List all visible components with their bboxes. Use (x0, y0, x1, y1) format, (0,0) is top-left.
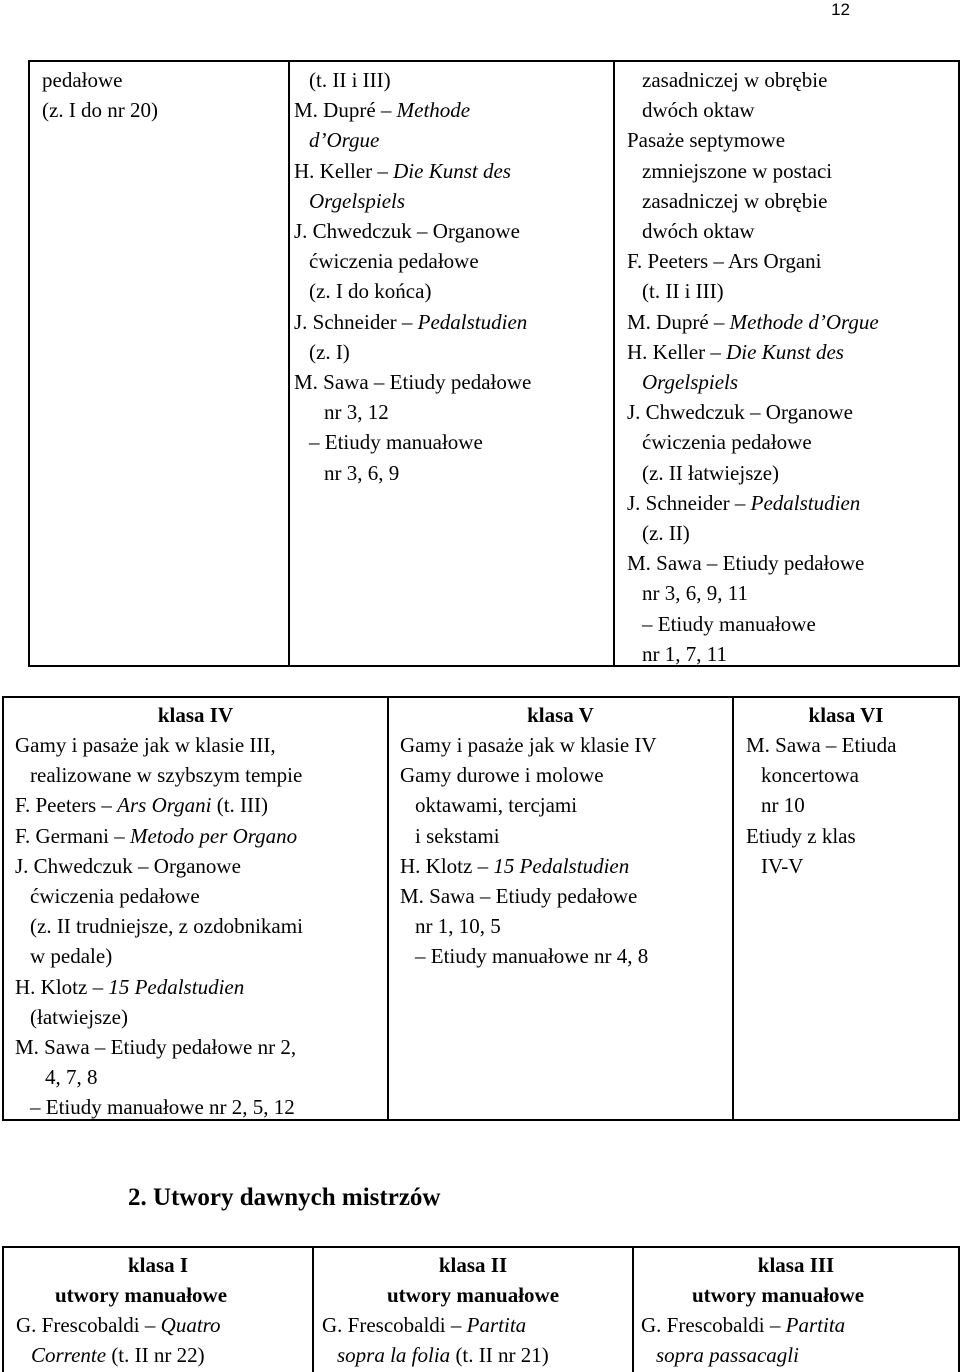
text-run: nr 10 (761, 793, 805, 818)
text-run: (t. II nr 21) (450, 1343, 549, 1368)
cell-line (627, 246, 955, 276)
cell-line (400, 730, 730, 760)
cell-line (294, 246, 609, 276)
cell-line (322, 1310, 630, 1340)
cell-line (400, 851, 730, 881)
text-run: F. Peeters – (15, 793, 118, 818)
cell-line (294, 307, 609, 337)
text-run: nr 1, 7, 11 (642, 641, 727, 666)
cell-line (627, 488, 955, 518)
text-run: H. Klotz – (400, 853, 494, 878)
text-run: koncertowa (761, 763, 859, 788)
text-run: H. Keller – (627, 339, 727, 364)
italic-title: Metodo per Organo (129, 823, 298, 848)
cell-line (641, 1310, 957, 1340)
cell-line (627, 609, 955, 639)
cell-line (627, 337, 955, 367)
cell-line (294, 216, 609, 246)
cell-line (746, 760, 956, 790)
bottom-table-col3 (641, 1310, 957, 1370)
cell-line (627, 276, 955, 306)
text-run: (t. II nr 22) (106, 1343, 205, 1368)
cell-line (627, 156, 955, 186)
subheader-utwory-manualowe: utwory manuałowe (386, 1283, 560, 1307)
italic-title: sopra passacagli (656, 1343, 799, 1368)
text-run: (z. II łatwiejsze) (642, 460, 780, 485)
cell-line (746, 790, 956, 820)
cell-line (400, 881, 730, 911)
middle-table (2, 696, 960, 1121)
cell-line (16, 1310, 310, 1340)
header-klasa-v: klasa V (527, 703, 594, 727)
top-table-col3 (627, 65, 955, 669)
text-run: ćwiczenia pedałowe (642, 430, 812, 455)
text-run: Gamy i pasaże jak w klasie IV (400, 733, 657, 757)
cell-line (15, 911, 385, 941)
text-run: – Etiudy manuałowe nr 2, 5, 12 (30, 1095, 295, 1120)
italic-title: Corrente (31, 1343, 107, 1368)
italic-title: Orgelspiels (309, 188, 406, 213)
text-run: M. Dupré – (627, 309, 730, 334)
cell-line (400, 760, 730, 790)
page-number: 12 (831, 0, 850, 19)
cell-line (627, 95, 955, 125)
cell-line (627, 397, 955, 427)
cell-line (746, 851, 956, 881)
text-run: (z. II) (642, 521, 690, 546)
cell-line (641, 1340, 957, 1370)
top-table-col1 (42, 65, 282, 125)
text-run: nr 3, 6, 9 (324, 460, 400, 485)
italic-title: Methode (396, 98, 471, 123)
text-run: Gamy durowe i molowe (400, 763, 604, 788)
cell-line (15, 972, 385, 1002)
text-run: J. Chwedczuk – Organowe (627, 400, 853, 425)
text-run: J. Schneider – (294, 309, 418, 334)
text-run: IV-V (761, 853, 804, 878)
cell-line (627, 578, 955, 608)
section-heading: 2. Utwory dawnych mistrzów (128, 1184, 441, 1211)
cell-line (294, 276, 609, 306)
text-run: (z. I) (309, 339, 350, 364)
text-run: G. Frescobaldi – (641, 1313, 786, 1337)
text-run: M. Dupré – (294, 98, 397, 123)
text-run: w pedale) (30, 944, 113, 969)
cell-line (400, 821, 730, 851)
cell-line (400, 911, 730, 941)
text-run: nr 3, 6, 9, 11 (642, 581, 748, 606)
cell-line (15, 881, 385, 911)
cell-line (627, 367, 955, 397)
cell-line (746, 821, 956, 851)
middle-table-col2 (400, 730, 730, 972)
text-run: Pasaże septymowe (627, 128, 786, 153)
italic-title: Pedalstudien (417, 309, 528, 334)
cell-line (400, 941, 730, 971)
text-run: H. Keller – (294, 158, 394, 183)
cell-line (15, 941, 385, 971)
text-run: J. Chwedczuk – Organowe (15, 853, 241, 878)
italic-title: Ars Organi (117, 793, 212, 818)
cell-line (15, 760, 385, 790)
text-run: J. Schneider – (627, 490, 751, 515)
text-run: F. Germani – (15, 823, 130, 848)
column-divider (288, 62, 290, 665)
cell-line (627, 216, 955, 246)
header-klasa-iii: klasa III (757, 1253, 835, 1277)
text-run: i sekstami (415, 823, 500, 848)
text-run: F. Peeters – Ars Organi (627, 249, 822, 274)
cell-line (627, 518, 955, 548)
cell-line (15, 851, 385, 881)
cell-line (627, 186, 955, 216)
text-run: zasadniczej w obrębie (642, 188, 828, 213)
text-run: dwóch oktaw (642, 219, 755, 244)
column-divider (387, 698, 389, 1119)
cell-line (294, 65, 609, 95)
bottom-table (2, 1246, 960, 1372)
cell-line (294, 156, 609, 186)
middle-table-col1 (15, 730, 385, 1123)
text-run: 4, 7, 8 (45, 1065, 98, 1090)
italic-title: Partita (785, 1313, 846, 1337)
column-divider (732, 698, 734, 1119)
text-run: (z. I do końca) (309, 279, 432, 304)
cell-line (15, 1062, 385, 1092)
cell-line (294, 427, 609, 457)
cell-line (294, 125, 609, 155)
text-run: ćwiczenia pedałowe (30, 884, 200, 909)
top-table-col2 (294, 65, 609, 488)
text-run: G. Frescobaldi – (322, 1313, 467, 1337)
cell-line (746, 730, 956, 760)
bottom-table-col1 (16, 1310, 310, 1370)
cell-line (15, 790, 385, 820)
middle-table-col3 (746, 730, 956, 881)
text-run: dwóch oktaw (642, 98, 755, 123)
text-run: G. Frescobaldi – (16, 1313, 161, 1337)
cell-line: (z. I do nr 20) (42, 98, 159, 123)
text-run: M. Sawa – Etiuda (746, 733, 897, 757)
text-run: H. Klotz – (15, 974, 109, 999)
text-run: nr 3, 12 (324, 400, 389, 425)
text-run: Etiudy z klas (746, 823, 856, 848)
header-klasa-vi: klasa VI (808, 703, 884, 727)
text-run: (t. II i III) (309, 68, 391, 92)
top-table (28, 60, 960, 667)
text-run: M. Sawa – Etiudy pedałowe (627, 551, 865, 576)
cell-line (15, 821, 385, 851)
column-divider (613, 62, 615, 665)
cell-line (627, 548, 955, 578)
text-run: ćwiczenia pedałowe (309, 249, 479, 274)
text-run: (z. II trudniejsze, z ozdobnikami (30, 914, 303, 939)
text-run: oktawami, tercjami (415, 793, 578, 818)
subheader-utwory-manualowe: utwory manuałowe (691, 1283, 865, 1307)
text-run: Gamy i pasaże jak w klasie III, (15, 733, 276, 757)
subheader-utwory-manualowe: utwory manuałowe (54, 1283, 228, 1307)
cell-line (627, 458, 955, 488)
text-run: zmniejszone w postaci (642, 158, 833, 183)
cell-line (15, 1032, 385, 1062)
italic-title: Die Kunst des (726, 339, 844, 364)
text-run: J. Chwedczuk – Organowe (294, 219, 520, 244)
cell-line (627, 639, 955, 669)
cell-line (294, 458, 609, 488)
cell-line: pedałowe (42, 68, 123, 92)
italic-title: sopra la folia (337, 1343, 451, 1368)
cell-line (16, 1340, 310, 1370)
text-run: M. Sawa – Etiudy pedałowe (400, 884, 638, 909)
cell-line (627, 427, 955, 457)
cell-line (15, 730, 385, 760)
cell-line (15, 1002, 385, 1032)
cell-line (294, 367, 609, 397)
italic-title: Quatro (160, 1313, 221, 1337)
text-run: M. Sawa – Etiudy pedałowe nr 2, (15, 1035, 297, 1060)
italic-title: 15 Pedalstudien (493, 853, 630, 878)
text-run: nr 1, 10, 5 (415, 914, 501, 939)
italic-title: Pedalstudien (750, 490, 861, 515)
cell-line (294, 186, 609, 216)
cell-line (627, 125, 955, 155)
text-run: (łatwiejsze) (30, 1004, 128, 1029)
header-klasa-ii: klasa II (438, 1253, 508, 1277)
text-run: realizowane w szybszym tempie (30, 763, 303, 788)
text-run: – Etiudy manuałowe (309, 430, 483, 455)
text-run: (t. II i III) (642, 279, 724, 304)
cell-line (627, 65, 955, 95)
text-run: M. Sawa – Etiudy pedałowe (294, 370, 532, 395)
cell-line (322, 1340, 630, 1370)
cell-line (294, 337, 609, 367)
cell-line (400, 790, 730, 820)
cell-line (294, 95, 609, 125)
header-klasa-iv: klasa IV (157, 703, 234, 727)
text-run: (t. III) (211, 793, 269, 818)
text-run: – Etiudy manuałowe (642, 611, 816, 636)
cell-line (15, 1092, 385, 1122)
italic-title: Orgelspiels (642, 370, 739, 395)
italic-title: 15 Pedalstudien (108, 974, 245, 999)
cell-line (294, 397, 609, 427)
bottom-table-col2 (322, 1310, 630, 1370)
italic-title: d’Orgue (309, 128, 380, 153)
italic-title: Die Kunst des (393, 158, 511, 183)
italic-title: Methode d’Orgue (729, 309, 879, 334)
cell-line (627, 307, 955, 337)
text-run: – Etiudy manuałowe nr 4, 8 (415, 944, 649, 969)
text-run: zasadniczej w obrębie (642, 68, 828, 92)
header-klasa-i: klasa I (127, 1253, 189, 1277)
italic-title: Partita (466, 1313, 527, 1337)
